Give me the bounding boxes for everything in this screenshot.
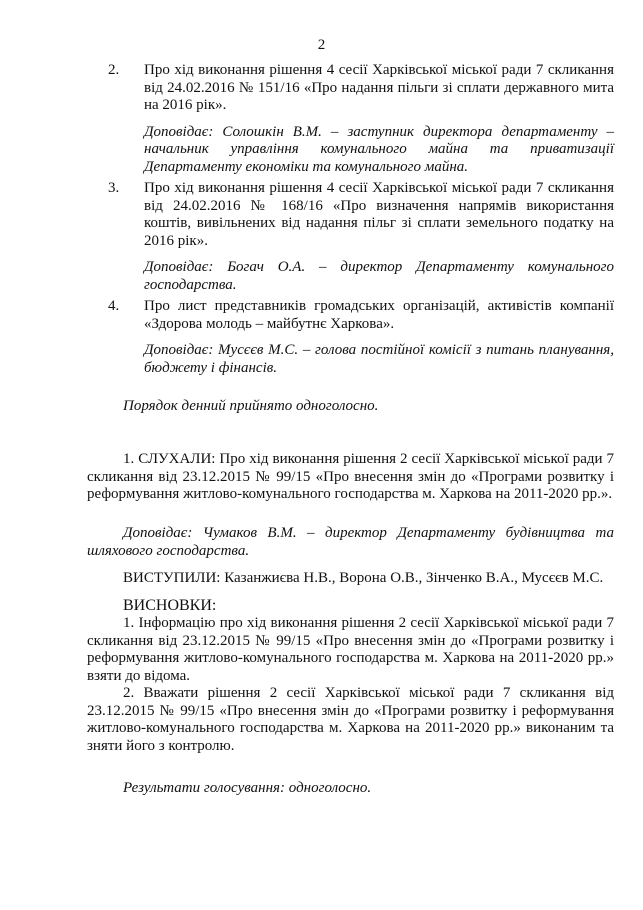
conclusions-label: ВИСНОВКИ: [123,597,217,614]
heard-speaker: Доповідає: Чумаков В.М. – директор Департаменту будівництва та шляхового господарства. [87,525,614,559]
agenda-item-number: 2. [108,62,120,78]
agenda-item-speaker: Доповідає: Мусєєв М.С. – голова постійної комісії з питань планування, бюджету і фінансів. [144,342,614,376]
conclusion-item: 2. Вважати рішення 2 сесії Харківської міської ради 7 скликання від 23.12.2015 № 99/15 «Про внесення змін до «Програми розвитку і реформування житлово-комунального господарства м. Харкова на 2011-2020 рр.» виконаним та зняти його з контролю. [87,685,614,754]
page-number: 2 [317,37,326,53]
agenda-item-text: Про лист представників громадських організацій, активістів компанії «Здорова молодь – майбутнє Харкова». [144,298,614,332]
agenda-item [108,62,614,176]
agenda-item-text: Про хід виконання рішення 4 сесії Харківської міської ради 7 скликання від 24.02.2016 № 151/16 «Про надання пільги зі сплати державного мита на 2016 рік». [144,62,614,113]
agenda-item-text: Про хід виконання рішення 4 сесії Харківської міської ради 7 скликання від 24.02.2016 № 168/16 «Про визначення напрямів використання коштів, вивільнених від надання пільг зі сплати земельного податку на 2016 рік». [144,180,614,249]
agenda-adopted: Порядок денний прийнято одноголосно. [123,398,379,414]
spoke-section: ВИСТУПИЛИ: Казанжиєва Н.В., Ворона О.В., Зінченко В.А., Мусєєв М.С. [123,570,604,586]
agenda-item-speaker: Доповідає: Богач О.А. – директор Департаменту комунального господарства. [144,259,614,293]
vote-result: Результати голосування: одноголосно. [123,780,372,796]
agenda-item-speaker: Доповідає: Солошкін В.М. – заступник директора департаменту – начальник управління комунального майна та приватизації Департаменту економіки та комунального майна. [144,123,614,175]
heard-section: 1. СЛУХАЛИ: Про хід виконання рішення 2 сесії Харківської міської ради 7 скликання від 23.12.2015 № 99/15 «Про внесення змін до «Програми розвитку і реформування житлово-комунального господарства м. Харкова на 2011-2020 рр.». [87,451,614,502]
agenda-item-number: 3. [108,180,120,196]
agenda-item [108,298,614,377]
agenda-item [108,180,614,294]
agenda-item-number: 4. [108,298,120,314]
conclusion-item: 1. Інформацію про хід виконання рішення 2 сесії Харківської міської ради 7 скликання від 23.12.2015 № 99/15 «Про внесення змін до «Програми розвитку і реформування житлово-комунального господарства м. Харкова на 2011-2020 рр.» взяти до відома. [87,615,614,684]
